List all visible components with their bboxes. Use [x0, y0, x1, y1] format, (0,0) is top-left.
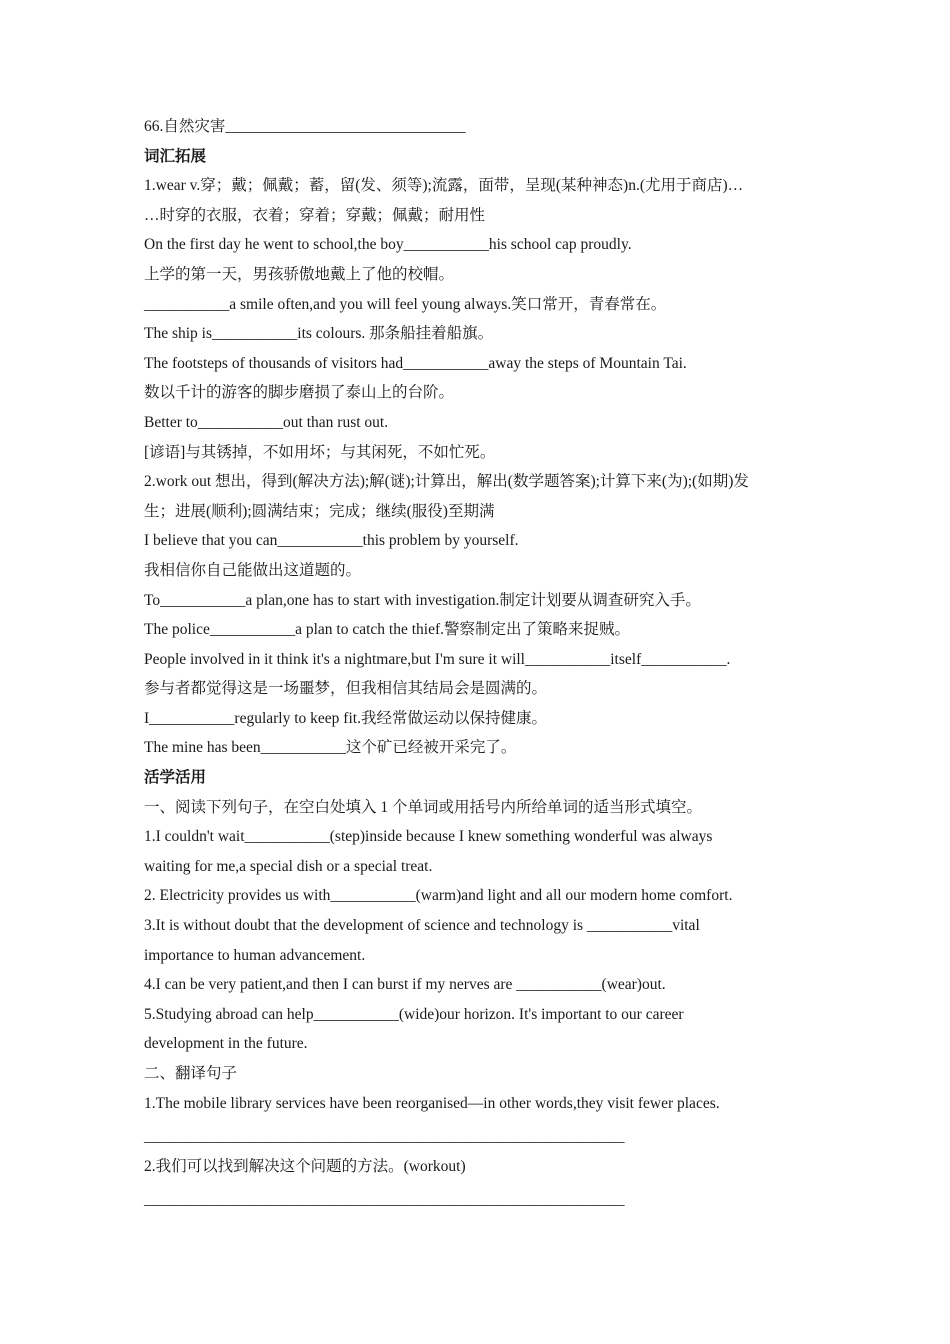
- wear-example-3: The ship is___________its colours. 那条船挂着船旗。: [144, 325, 494, 343]
- work-out-definition-line-2: 生；进展(顺利);圆满结束；完成；继续(服役)至期满: [144, 502, 495, 520]
- wear-definition-line-2: …时穿的衣服，衣着；穿着；穿戴；佩戴；耐用性: [144, 206, 486, 224]
- wear-example-2: ___________a smile often,and you will feel young always.笑口常开，青春常在。: [144, 295, 667, 313]
- work-out-example-1-translation: 我相信你自己能做出这道题的。: [144, 561, 362, 579]
- exercise-1-question-4: 4.I can be very patient,and then I can burst if my nerves are ___________(wear)out.: [144, 976, 666, 994]
- work-out-example-1: I believe that you can___________this problem by yourself.: [144, 532, 519, 550]
- work-out-example-6: The mine has been___________这个矿已经被开采完了。: [144, 739, 517, 757]
- exercise-2-question-2: 2.我们可以找到解决这个问题的方法。(workout): [144, 1157, 466, 1175]
- wear-definition-line-1: 1.wear v.穿；戴；佩戴；蓄，留(发、须等);流露，面带，呈现(某种神态)n.(尤用于商店)…: [144, 177, 744, 195]
- exercise-1-question-3-line-2: importance to human advancement.: [144, 946, 366, 964]
- exercise-2-question-1: 1.The mobile library services have been reorganised—in other words,they visit fewer places.: [144, 1094, 720, 1112]
- wear-example-1-translation: 上学的第一天，男孩骄傲地戴上了他的校帽。: [144, 265, 455, 283]
- work-out-example-2: To___________a plan,one has to start with investigation.制定计划要从调查研究入手。: [144, 591, 701, 609]
- wear-example-4: The footsteps of thousands of visitors had___________away the steps of Mountain Tai.: [144, 354, 687, 372]
- exercise-1-question-1-line-1: 1.I couldn't wait___________(step)inside because I knew something wonderful was always: [144, 828, 713, 846]
- wear-example-1: On the first day he went to school,the boy___________his school cap proudly.: [144, 236, 632, 254]
- work-out-definition-line-1: 2.work out 想出，得到(解决方法);解(谜);计算出，解出(数学题答案);计算下来(为);(如期)发: [144, 473, 749, 491]
- item-66-natural-disaster: 66.自然灾害_______________________________: [144, 118, 466, 135]
- wear-example-5: Better to___________out than rust out.: [144, 413, 389, 431]
- exercise-1-question-5-line-2: development in the future.: [144, 1035, 308, 1053]
- exercise-1-question-2: 2. Electricity provides us with___________(warm)and light and all our modern home comfort.: [144, 887, 733, 905]
- section-heading-vocabulary-expansion: 词汇拓展: [144, 147, 207, 165]
- exercise-1-question-3-line-1: 3.It is without doubt that the development of science and technology is ___________vital: [144, 917, 700, 935]
- exercise-1-question-1-line-2: waiting for me,a special dish or a special treat.: [144, 857, 433, 875]
- exercise-1-question-5-line-1: 5.Studying abroad can help___________(wide)our horizon. It's important to our career: [144, 1005, 684, 1023]
- wear-example-4-translation: 数以千计的游客的脚步磨损了泰山上的台阶。: [144, 384, 455, 402]
- exercise-2-heading: 二、翻译句子: [144, 1065, 238, 1082]
- wear-example-5-translation: [谚语]与其锈掉，不如用坏；与其闲死，不如忙死。: [144, 443, 496, 461]
- section-heading-practice: 活学活用: [144, 769, 207, 787]
- exercise-1-instructions: 一、阅读下列句子，在空白处填入 1 个单词或用括号内所给单词的适当形式填空。: [144, 798, 703, 816]
- worksheet-page: [144, 112, 804, 1215]
- work-out-example-4: People involved in it think it's a nightmare,but I'm sure it will___________itself___________.: [144, 650, 731, 668]
- work-out-example-3: The police___________a plan to catch the thief.警察制定出了策略来捉贼。: [144, 621, 631, 639]
- work-out-example-4-translation: 参与者都觉得这是一场噩梦，但我相信其结局会是圆满的。: [144, 680, 548, 698]
- exercise-2-answer-line-1: ______________________________________________________________: [144, 1128, 625, 1146]
- work-out-example-5: I___________regularly to keep fit.我经常做运动以保持健康。: [144, 709, 547, 727]
- exercise-2-answer-line-2: ______________________________________________________________: [144, 1191, 625, 1209]
